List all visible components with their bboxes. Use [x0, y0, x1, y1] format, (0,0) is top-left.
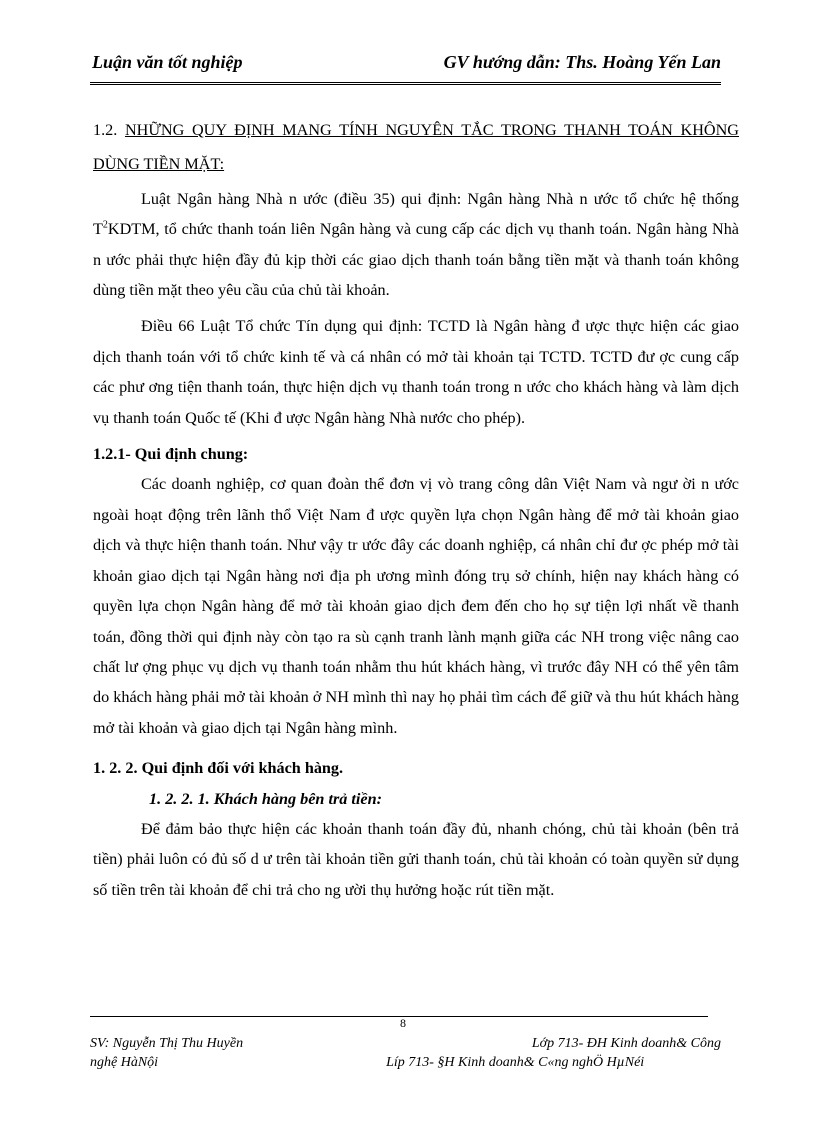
footer-class-continued: nghệ HàNội [90, 1055, 159, 1070]
paragraph-credit-institutions-law: Điều 66 Luật Tổ chức Tín dụng qui định: TCTD là Ngân hàng đ ược thực hiện các giao dịch thanh toán với tổ chức kinh tế và cá nhân có mở tài khoản tại TCTD. TCTD đư ợc cung cấp các phư ơng tiện thanh toán, thực hiện dịch vụ thanh toán trong n ước cho khách hàng và làm dịch vụ thanh toán Quốc tế (Khi đ ược Ngân hàng Nhà nước cho phép). [93, 317, 739, 427]
paragraph-general-rules: Các doanh nghiệp, cơ quan đoàn thể đơn vị vò trang công dân Việt Nam và ngư ời n ước ngoài hoạt động trên lãnh thổ Việt Nam đ ược quyền lựa chọn Ngân hàng để mở tài khoản giao dịch và thực hiện thanh toán. Như vậy tr ước đây các doanh nghiệp, cá nhân chỉ đư ợc phép mở tài khoản giao dịch tại Ngân hàng nơi địa ph ương mình đóng trụ sở chính, hiện nay khách hàng có quyền lựa chọn Ngân hàng để mở tài khoản giao dịch đem đến cho họ sự tiện lợi nhất về thanh toán, đồng thời qui định này còn tạo ra sù cạnh tranh lành mạnh giữa các NH trong việc nâng cao chất lư ợng phục vụ dịch vụ thanh toán nhằm thu hút khách hàng, vì trước đây NH có thể yên tâm do khách hàng phải mở tài khoản ở NH mình thì nay họ phải tìm cách để giữ và thu hút khách hàng mở tài khoản và giao dịch tại Ngân hàng mình. [93, 475, 739, 737]
heading-1-2-1: 1.2.1- Qui định chung: [93, 445, 249, 464]
header-advisor: GV hướng dẫn: Ths. Hoàng Yến Lan [443, 52, 721, 72]
footer-line-2 [90, 1053, 721, 1072]
page-footer [90, 1034, 721, 1072]
section-title [93, 115, 739, 180]
paragraph-text: KDTM, tổ chức thanh toán liên Ngân hàng và cung cấp các dịch vụ thanh toán. Ngân hàng Nhà n ước phải thực hiện đầy đủ kịp thời các giao dịch thanh toán bằng tiền mặt và thanh toán không dùng tiền mặt theo yêu cầu của chủ tài khoản. [93, 220, 739, 300]
footer-divider [90, 1016, 708, 1017]
paragraph-payer-rules: Để đảm bảo thực hiện các khoản thanh toán đầy đủ, nhanh chóng, chủ tài khoản (bên trả tiền) phải luôn có đủ số d ư trên tài khoản tiền gửi thanh toán, chủ tài khoản có toàn quyền sử dụng số tiền trên tài khoản để chi trả cho ng ười thụ hưởng hoặc rút tiền mặt. [93, 819, 739, 899]
footer-class: Lớp 713- ĐH Kinh doanh& Công [531, 1036, 721, 1051]
footer-line-1 [90, 1034, 721, 1053]
superscript: 2 [102, 219, 108, 231]
page-header [90, 50, 721, 85]
paragraph-text: Luật Ngân hàng Nhà n ước (điều 35) qui định: Ngân hàng Nhà n ước tổ chức hệ thống T [93, 189, 739, 239]
heading-1-2-2-1: 1. 2. 2. 1. Khách hàng bên trả tiền: [149, 789, 382, 808]
page-number: 8 [400, 1016, 406, 1030]
heading-1-2-2: 1. 2. 2. Qui định đối với khách hàng. [93, 759, 344, 778]
section-title-line2: DÙNG TIỀN MẶT: [93, 155, 225, 174]
footer-class-garbled: Líp 713- §H Kinh doanh& C«ng nghÖ HµNéi [386, 1055, 645, 1070]
footer-student: SV: Nguyễn Thị Thu Huyền [90, 1036, 244, 1051]
document-body [93, 115, 739, 905]
section-number: 1.2. [93, 121, 118, 139]
section-title-text1: NHỮNG QUY ĐỊNH MANG TÍNH NGUYÊN TẮC TRONG THANH TOÁN KHÔNG [124, 121, 739, 139]
paragraph-state-bank-law [93, 184, 739, 306]
section-title-line1 [93, 115, 739, 145]
header-thesis-label: Luận văn tốt nghiệp [92, 52, 243, 72]
